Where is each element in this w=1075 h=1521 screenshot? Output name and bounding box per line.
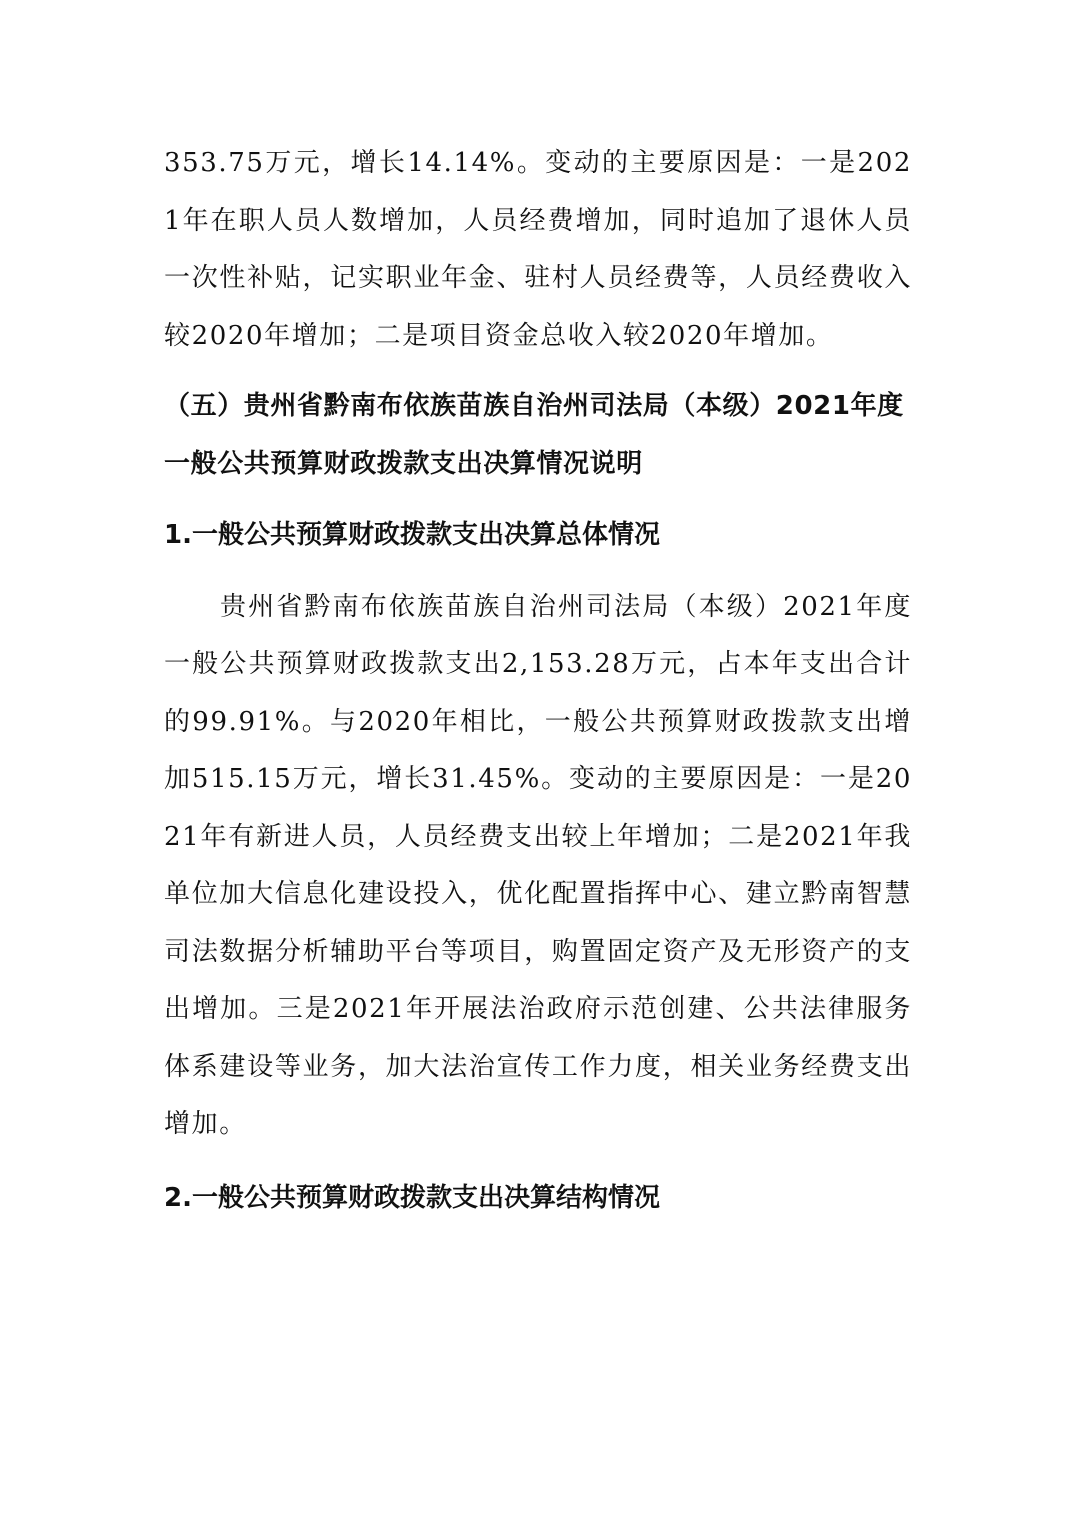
section-heading: （五）贵州省黔南布依族苗族自治州司法局（本级）2021年度一般公共预算财政拨款支出决算情况说明 — [164, 391, 904, 479]
sub-heading-overall: 1.一般公共预算财政拨款支出决算总体情况 — [164, 520, 660, 550]
continued-paragraph: 353.75万元，增长14.14%。变动的主要原因是：一是2021年在职人员人数增加，人员经费增加，同时追加了退休人员一次性补贴，记实职业年金、驻村人员经费等，人员经费收入较2020年增加；二是项目资金总收入较2020年增加。 — [164, 148, 912, 351]
sub-heading-structure: 2.一般公共预算财政拨款支出决算结构情况 — [164, 1182, 660, 1213]
document-body — [164, 135, 912, 1227]
overall-paragraph: 贵州省黔南布依族苗族自治州司法局（本级）2021年度一般公共预算财政拨款支出2,153.28万元，占本年支出合计的99.91%。与2020年相比，一般公共预算财政拨款支出增加515.15万元，增长31.45%。变动的主要原因是：一是2021年有新进人员，人员经费支出较上年增加；二是2021年我单位加大信息化建设投入，优化配置指挥中心、建立黔南智慧司法数据分析辅助平台等项目，购置固定资产及无形资产的支出增加。三是2021年开展法治政府示范创建、公共法律服务体系建设等业务，加大法治宣传工作力度，相关业务经费支出增加。 — [164, 591, 912, 1139]
